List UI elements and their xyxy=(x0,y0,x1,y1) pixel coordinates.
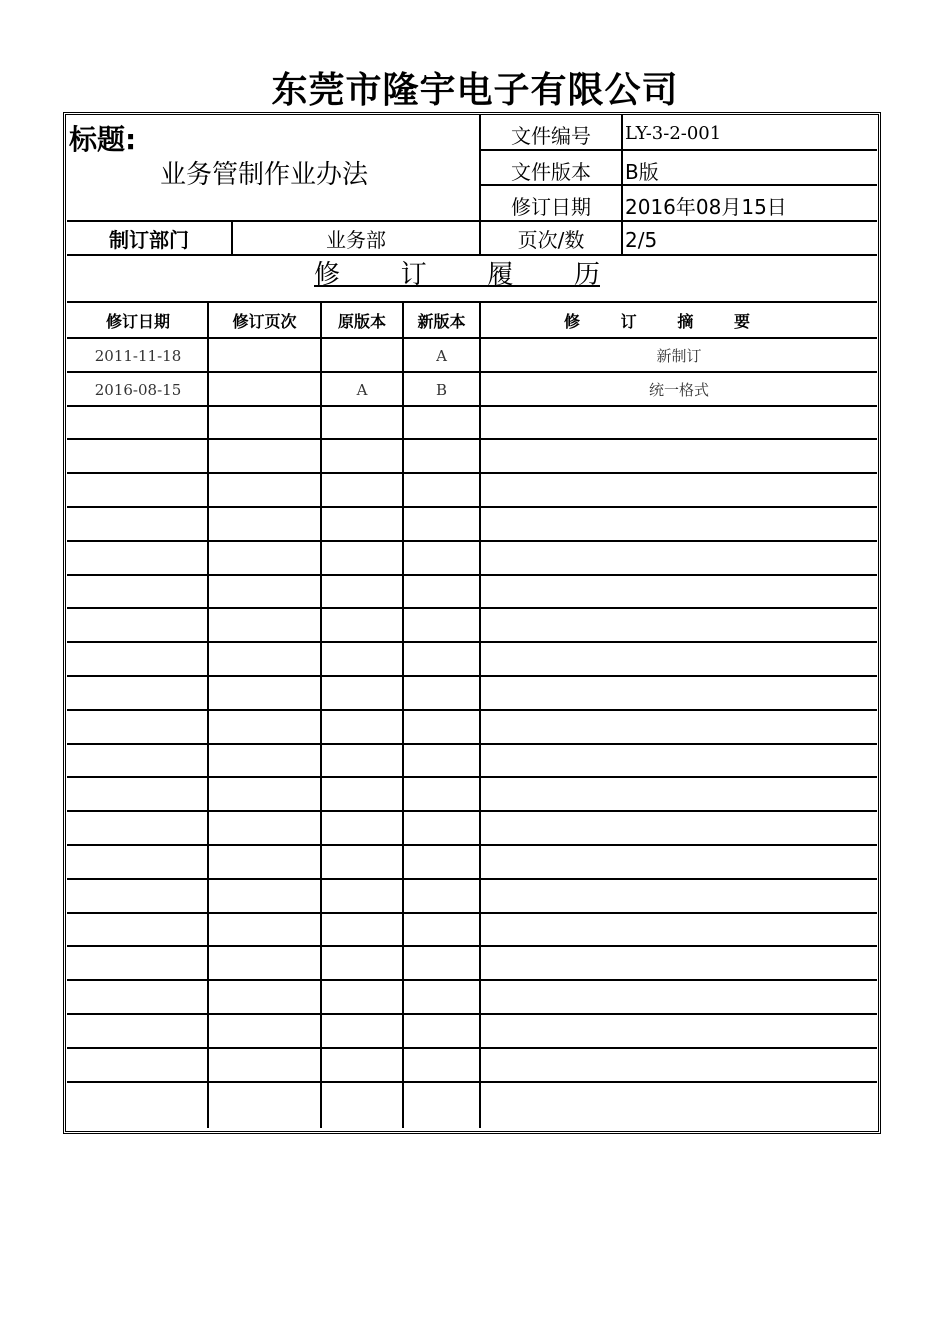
version-label: 文件版本 xyxy=(511,160,591,184)
version-value: B版 xyxy=(625,160,659,184)
title-label: 标题: xyxy=(69,123,137,156)
table-cell-date: 2016-08-15 xyxy=(94,381,182,399)
rev-date-value: 2016年08月15日 xyxy=(625,195,787,219)
document-title: 业务管制作业办法 xyxy=(160,160,369,190)
column-header: 原版本 xyxy=(337,312,386,331)
page-value: 2/5 xyxy=(625,228,658,252)
column-header: 修订页次 xyxy=(232,312,297,331)
column-header: 修 订 摘 要 xyxy=(564,312,750,331)
column-header: 新版本 xyxy=(417,312,466,331)
rev-date-label: 修订日期 xyxy=(511,195,591,219)
column-header: 修订日期 xyxy=(105,312,170,331)
dept-label: 制订部门 xyxy=(109,228,189,252)
page-label: 页次/数 xyxy=(517,228,585,252)
table-cell-old-ver: A xyxy=(356,381,368,399)
table-cell-summary: 统一格式 xyxy=(648,381,709,399)
doc-no-value: LY-3-2-001 xyxy=(625,123,722,144)
table-cell-new-ver: A xyxy=(436,347,447,365)
table-cell-date: 2011-11-18 xyxy=(94,347,182,365)
company-name: 东莞市隆宇电子有限公司 xyxy=(271,70,679,111)
dept-value: 业务部 xyxy=(326,228,386,252)
doc-no-label: 文件编号 xyxy=(511,124,591,148)
table-cell-summary: 新制订 xyxy=(656,347,702,365)
history-title: 修 订 履 历 xyxy=(314,260,600,290)
table-cell-new-ver: B xyxy=(435,381,448,399)
